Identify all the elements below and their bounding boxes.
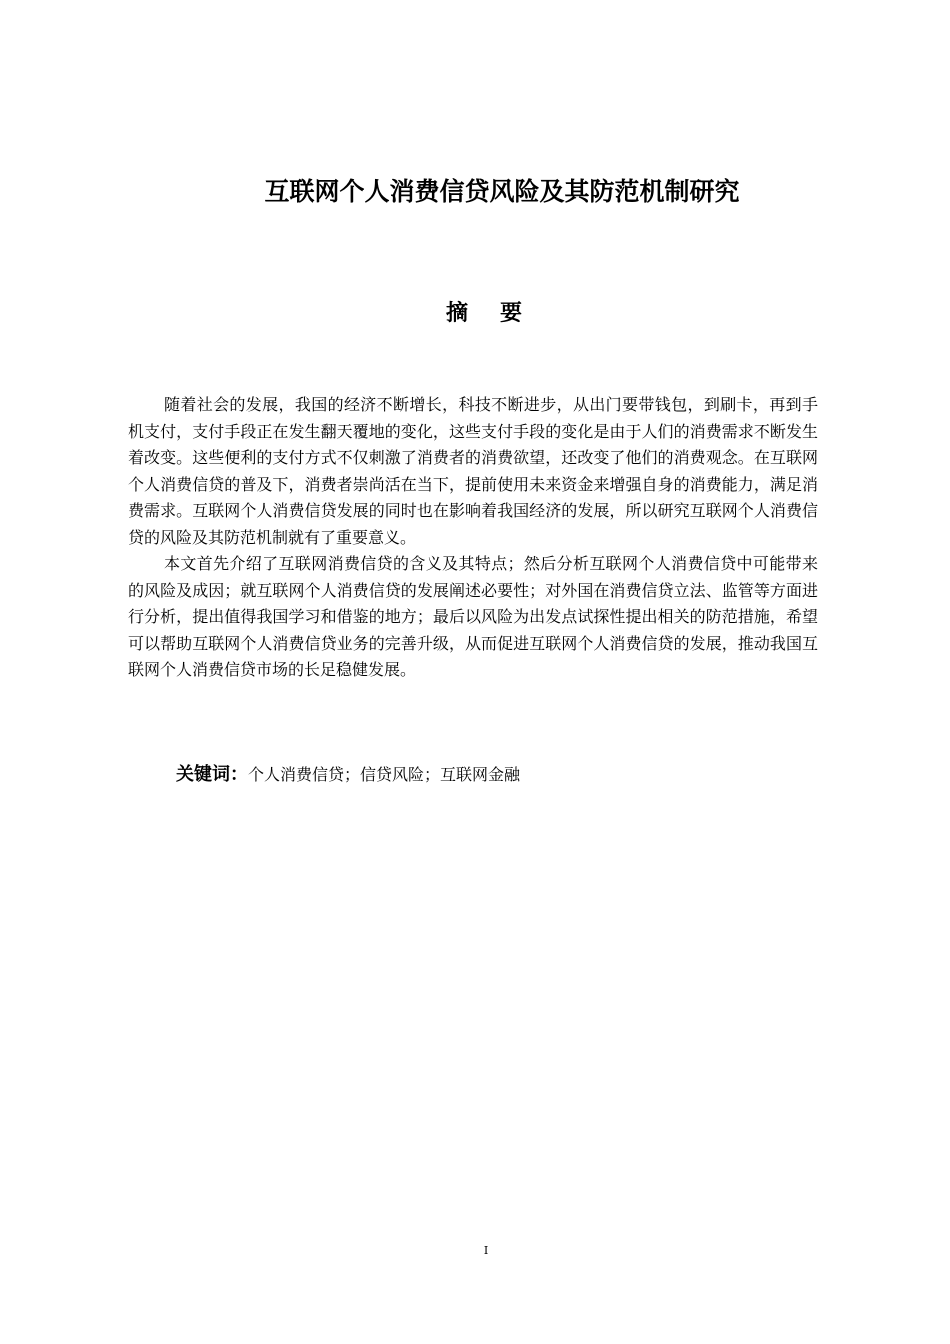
abstract-paragraph-2: 本文首先介绍了互联网消费信贷的含义及其特点；然后分析互联网个人消费信贷中可能带来的风险及成因；就互联网个人消费信贷的发展阐述必要性；对外国在消费信贷立法、监管等方面进行分析，提出值得我国学习和借鉴的地方；最后以风险为出发点试探性提出相关的防范措施，希望可以帮助互联网个人消费信贷业务的完善升级，从而促进互联网个人消费信贷的发展，推动我国互联网个人消费信贷市场的长足稳健发展。 (128, 554, 818, 679)
abstract-paragraph-1: 随着社会的发展，我国的经济不断增长，科技不断进步，从出门要带钱包，到刷卡，再到手机支付，支付手段正在发生翻天覆地的变化，这些支付手段的变化是由于人们的消费需求不断发生着改变。这些便利的支付方式不仅刺激了消费者的消费欲望，还改变了他们的消费观念。在互联网个人消费信贷的普及下，消费者崇尚活在当下，提前使用未来资金来增强自身的消费能力，满足消费需求。互联网个人消费信贷发展的同时也在影响着我国经济的发展，所以研究互联网个人消费信贷的风险及其防范机制就有了重要意义。 (128, 395, 818, 547)
keywords-text: 个人消费信贷；信贷风险；互联网金融 (248, 765, 521, 784)
abstract-heading: 摘要 (445, 301, 554, 326)
abstract-body (128, 392, 818, 684)
document-title: 互联网个人消费信贷风险及其防范机制研究 (264, 177, 740, 206)
page-number: I (483, 1244, 489, 1257)
keywords-line (176, 762, 520, 788)
keywords-label: 关键词： (176, 764, 248, 785)
